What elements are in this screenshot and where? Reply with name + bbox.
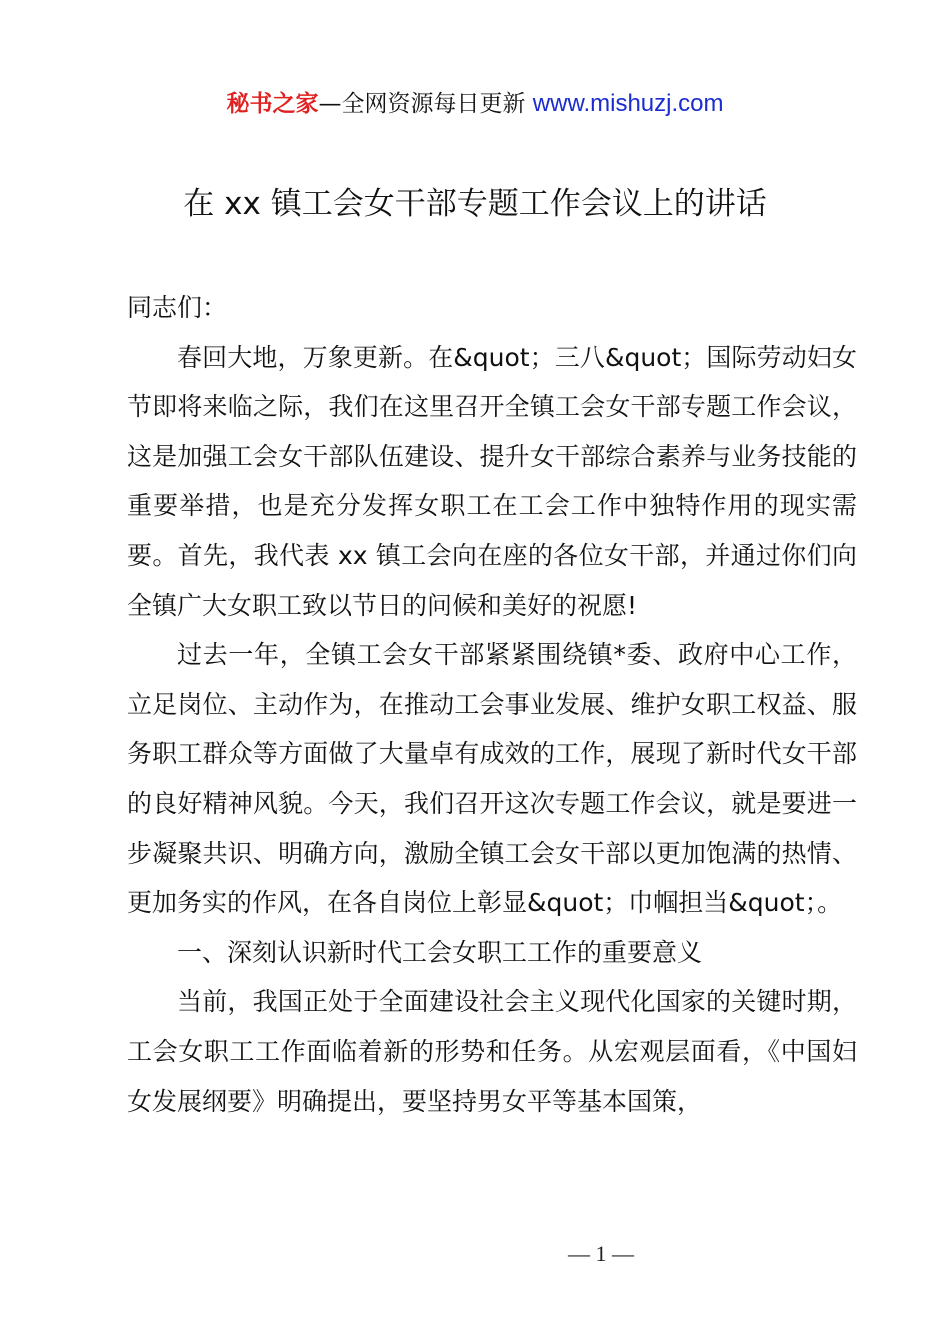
body-paragraph-3: 当前，我国正处于全面建设社会主义现代化国家的关键时期，工会女职工工作面临着新的形势和任务。从宏观层面看，《中国妇女发展纲要》明确提出，要坚持男女平等基本国策， [127, 987, 857, 1116]
site-url-link[interactable]: www.mishuzj.com [532, 90, 724, 117]
document-title: 在 xx 镇工会女干部专题工作会议上的讲话 [183, 186, 767, 222]
site-header-banner [0, 88, 950, 120]
site-brand-name: 秘书之家 [226, 91, 319, 117]
salutation: 同志们： [127, 293, 228, 322]
document-body [127, 283, 857, 1126]
page-number: — 1 — [568, 1241, 634, 1266]
site-tagline: —全网资源每日更新 [318, 91, 533, 117]
body-paragraph-1: 春回大地，万象更新。在&quot；三八&quot；国际劳动妇女节即将来临之际，我们在这里召开全镇工会女干部专题工作会议，这是加强工会女干部队伍建设、提升女干部综合素养与业务技能的重要举措，也是充分发挥女职工在工会工作中独特作用的现实需要。首先，我代表 xx 镇工会向在座的各位女干部，并通过你们向全镇广大女职工致以节日的问候和美好的祝愿! [127, 342, 857, 620]
body-paragraph-2: 过去一年，全镇工会女干部紧紧围绕镇*委、政府中心工作，立足岗位、主动作为，在推动工会事业发展、维护女职工权益、服务职工群众等方面做了大量卓有成效的工作，展现了新时代女干部的良好精神风貌。今天，我们召开这次专题工作会议，就是要进一步凝聚共识、明确方向，激励全镇工会女干部以更加饱满的热情、更加务实的作风，在各自岗位上彰显&quot；巾帼担当&quot；。 [127, 640, 857, 918]
section-heading-1: 一、深刻认识新时代工会女职工工作的重要意义 [177, 937, 703, 967]
